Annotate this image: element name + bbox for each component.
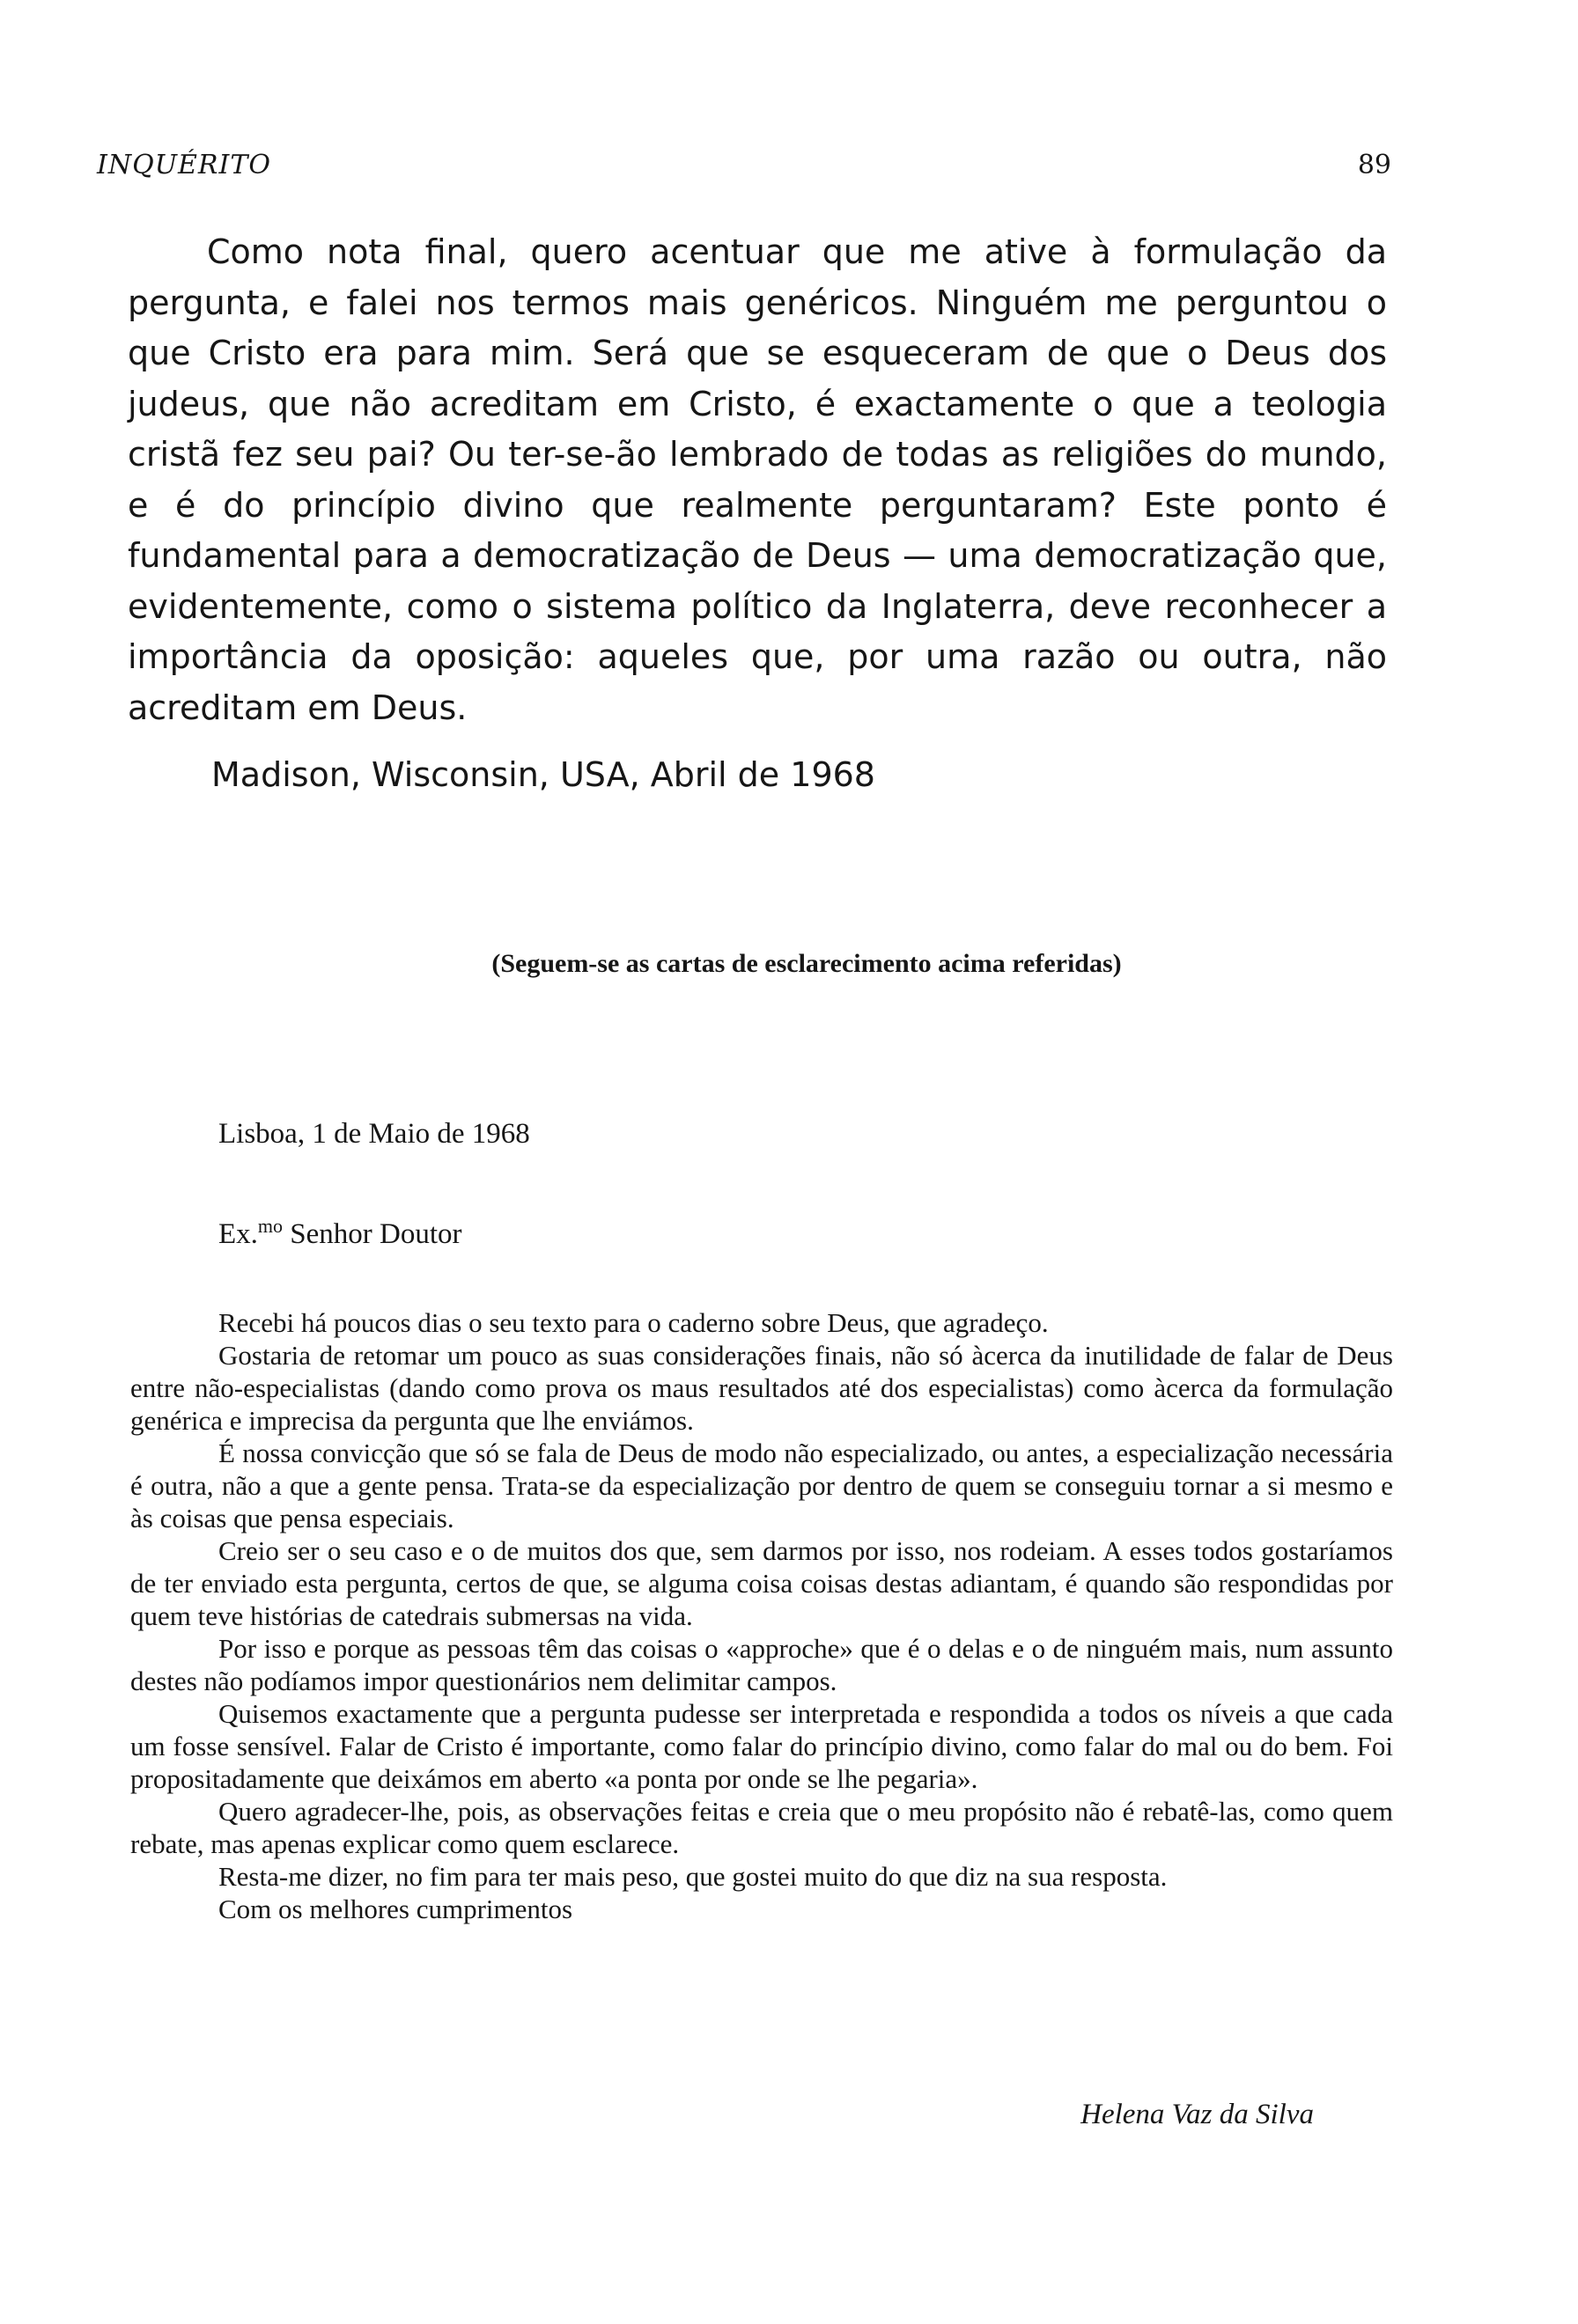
closing-paragraph: Como nota final, quero acentuar que me ative à formulação da pergunta, e falei nos termos mais genéricos. Ninguém me perguntou o que Cristo era para mim. Será que se esqueceram de que o Deus dos judeus, que não acreditam em Cristo, é exactamente o que a teologia cristã fez seu pai? Ou ter-se-ão lembrado de todas as religiões do mundo, e é do princípio divino que realmente perguntaram? Este ponto é fundamental para a democratização de Deus — uma democratização que, evidentemente, como o sistema político da Inglaterra, deve reconhecer a importância da oposição: aqueles que, por uma razão ou outra, não acreditam em Deus. — [128, 232, 1387, 727]
letter-closing: Com os melhores cumprimentos — [218, 1894, 573, 1924]
letter-paragraph: Creio ser o seu caso e o de muitos dos que, sem darmos por isso, nos rodeiam. A esses todos gostaríamos de ter enviado esta pergunta, certos de que, se alguma coisa coisas destas adiantam, é quando são respondidas por quem teve histórias de catedrais submersas na vida. — [130, 1535, 1393, 1631]
letter-paragraph: Por isso e porque as pessoas têm das coisas o «approche» que é o delas e o de ninguém mais, num assunto destes não podíamos impor questionários nem delimitar campos. — [130, 1633, 1393, 1696]
salutation-superscript: mo — [257, 1215, 284, 1237]
letter-paragraph: Quero agradecer-lhe, pois, as observações feitas e creia que o meu propósito não é rebatê-las, como quem rebate, mas apenas explicar como quem esclarece. — [130, 1796, 1393, 1859]
page-header — [97, 150, 1391, 194]
letter-paragraph: Recebi há poucos dias o seu texto para o caderno sobre Deus, que agradeço. — [218, 1307, 1049, 1338]
page-number: 89 — [1357, 150, 1391, 180]
salutation-prefix: Ex. — [218, 1218, 258, 1250]
letter-dateline: Lisboa, 1 de Maio de 1968 — [218, 1118, 530, 1150]
signature: Helena Vaz da Silva — [1080, 2099, 1314, 2130]
salutation-rest: Senhor Doutor — [283, 1218, 462, 1250]
salutation — [218, 1215, 462, 1251]
section-note: (Seguem-se as cartas de esclarecimento acima referidas) — [491, 949, 1122, 978]
letter-body — [130, 1306, 1393, 1925]
letter-paragraph: Gostaria de retomar um pouco as suas considerações finais, não só àcerca da inutilidade de falar de Deus entre não-especialistas (dando como prova os maus resultados até dos especialistas) como àcerca da formulação genérica e imprecisa da pergunta que lhe enviámos. — [130, 1340, 1393, 1436]
letter-paragraph: É nossa convicção que só se fala de Deus de modo não especializado, ou antes, a especialização necessária é outra, não a que a gente pensa. Trata-se da especialização por dentro de quem se conseguiu tornar a si mesmo e às coisas que pensa especiais. — [130, 1438, 1393, 1533]
running-title: INQUÉRITO — [97, 150, 271, 180]
letter-paragraph: Quisemos exactamente que a pergunta pudesse ser interpretada e respondida a todos os níveis a que cada um fosse sensível. Falar de Cristo é importante, como falar do princípio divino, como falar do mal ou do bem. Foi propositadamente que deixámos em aberto «a ponta por onde se lhe pegaria». — [130, 1698, 1393, 1794]
dateline: Madison, Wisconsin, USA, Abril de 1968 — [211, 755, 875, 794]
letter-paragraph: Resta-me dizer, no fim para ter mais peso, que gostei muito do que diz na sua resposta. — [218, 1861, 1168, 1892]
